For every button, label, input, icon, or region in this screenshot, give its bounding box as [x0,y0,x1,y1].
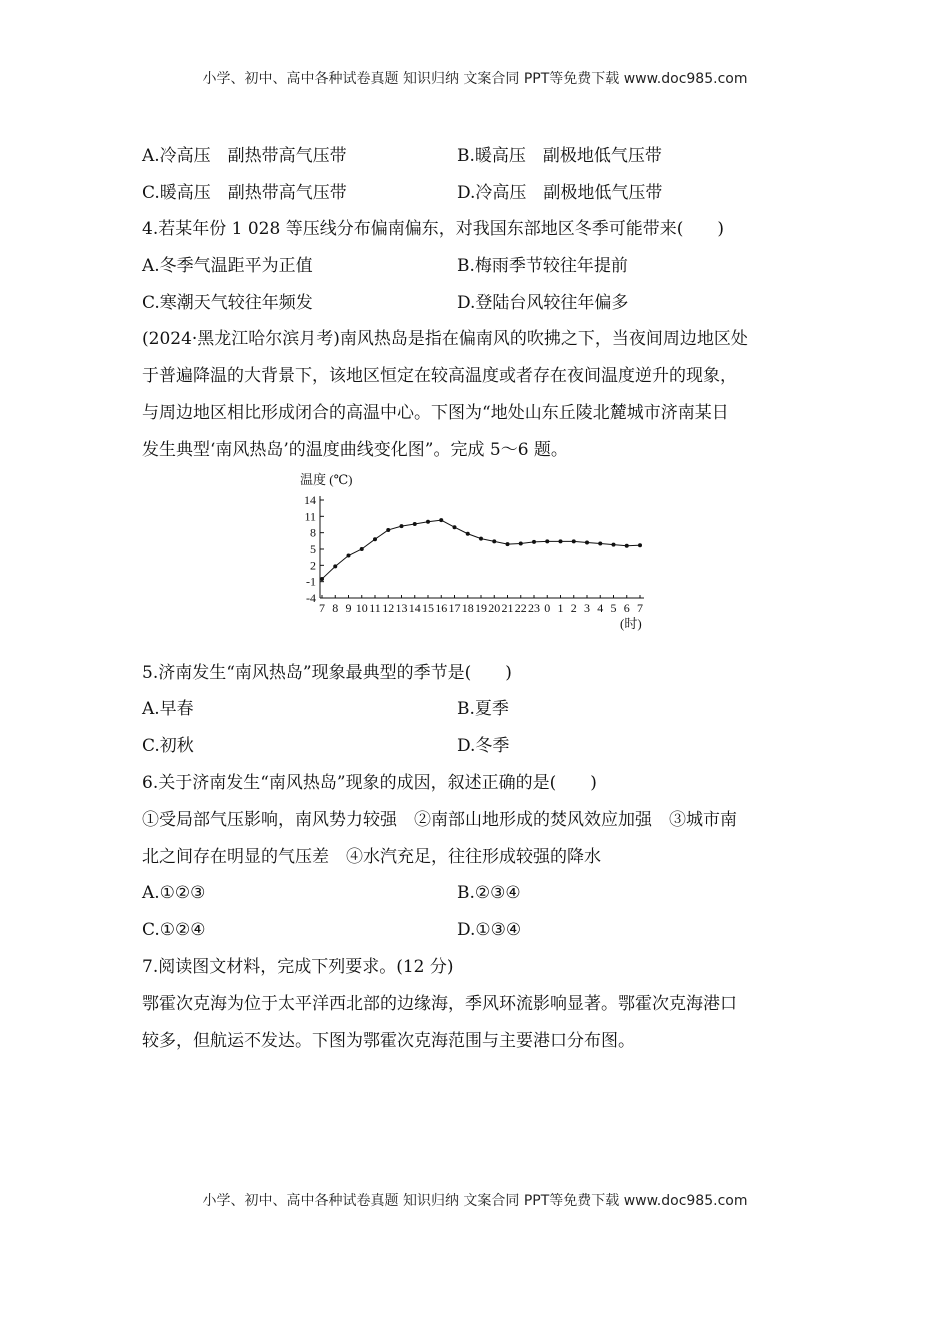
chart-series-line [322,520,640,579]
q7-material-line-1: 鄂霍次克海为位于太平洋西北部的边缘海，季风环流影响显著。鄂霍次克海港口 [142,994,737,1014]
q7-stem: 7.阅读图文材料，完成下列要求。(12 分) [142,957,454,977]
data-point [439,518,443,522]
y-tick-label: -1 [306,574,316,589]
intro-line-1: (2024·黑龙江哈尔滨月考)南风热岛是指在偏南风的吹拂之下，当夜间周边地区处 [142,329,748,349]
q5-option-b: B.夏季 [457,699,509,719]
x-tick-label: 21 [501,601,514,615]
data-point [506,542,510,546]
y-tick-label: -4 [306,591,316,605]
q6-statements-line-1: ①受局部气压影响，南风势力较强 ②南部山地形成的焚风效应加强 ③城市南 [142,810,737,830]
intro-line-3: 与周边地区相比形成闭合的高温中心。下图为“地处山东丘陵北麓城市济南某日 [142,403,729,423]
q7-material-line-2: 较多，但航运不发达。下图为鄂霍次克海范围与主要港口分布图。 [142,1031,635,1051]
data-point [519,542,523,546]
data-point [333,564,337,568]
x-tick-label: 2 [570,601,577,615]
q4-stem: 4.若某年份 1 028 等压线分布偏南偏东，对我国东部地区冬季可能带来( ) [142,219,724,239]
x-tick-label: 4 [597,601,604,615]
intro-line-4: 发生典型‘南风热岛’的温度曲线变化图”。完成 5～6 题。 [142,440,568,460]
x-tick-label: 7 [637,601,643,615]
x-tick-label: 1 [557,601,564,615]
chart-x-label: (时) [620,616,642,631]
y-tick-label: 14 [304,493,316,507]
data-point [413,522,417,526]
q5-stem: 5.济南发生“南风热岛”现象最典型的季节是( ) [142,663,512,683]
x-tick-label: 23 [528,601,540,615]
data-point [612,543,616,547]
q4-option-b: B.梅雨季节较往年提前 [457,256,628,276]
x-tick-label: 3 [584,601,590,615]
q3-option-b: B.暖高压 副极地低气压带 [457,146,662,166]
q3-option-a: A.冷高压 副热带高气压带 [142,146,347,166]
data-point [532,540,536,544]
data-point [373,537,377,541]
data-point [426,520,430,524]
x-tick-label: 12 [382,601,395,615]
q3-option-c: C.暖高压 副热带高气压带 [142,183,347,203]
q5-option-d: D.冬季 [457,736,510,756]
x-tick-label: 0 [544,601,551,615]
intro-line-2: 于普遍降温的大背景下，该地区恒定在较高温度或者存在夜间温度逆升的现象， [142,366,737,386]
x-tick-label: 22 [514,601,527,615]
data-point [347,554,351,558]
data-point [572,539,576,543]
q4-option-d: D.登陆台风较往年偏多 [457,293,629,313]
q6-option-a: A.①②③ [142,883,206,903]
data-point [545,539,549,543]
data-point [638,543,642,547]
x-tick-label: 13 [395,601,408,615]
x-tick-label: 8 [332,601,339,615]
data-point [360,547,364,551]
x-tick-label: 20 [488,601,501,615]
x-tick-label: 18 [461,601,474,615]
q6-statements-line-2: 北之间存在明显的气压差 ④水汽充足，往往形成较强的降水 [142,847,601,867]
y-tick-label: 8 [310,525,316,540]
y-tick-label: 11 [304,509,316,524]
q6-option-b: B.②③④ [457,883,521,903]
data-point [625,544,629,548]
data-point [386,528,390,532]
data-point [598,542,602,546]
x-tick-label: 19 [475,601,487,615]
data-point [466,532,470,536]
x-tick-label: 7 [319,601,325,615]
chart-y-label: 温度 (℃) [300,472,353,487]
temperature-chart [290,470,660,635]
q5-option-c: C.初秋 [142,736,194,756]
data-point [585,540,589,544]
q6-option-d: D.①③④ [457,920,522,940]
x-tick-label: 17 [448,601,461,615]
q4-option-c: C.寒潮天气较往年频发 [142,293,313,313]
y-tick-label: 5 [310,542,316,556]
data-point [400,524,404,528]
q3-option-d: D.冷高压 副极地低气压带 [457,183,663,203]
x-tick-label: 11 [369,601,381,615]
data-point [479,537,483,541]
page-footer: 小学、初中、高中各种试卷真题 知识归纳 文案合同 PPT等免费下载 www.doc985.com [202,1193,748,1209]
x-tick-label: 5 [610,601,617,615]
data-point [559,539,563,543]
x-tick-label: 6 [623,601,630,615]
x-tick-label: 15 [422,601,434,615]
data-point [492,539,496,543]
data-point [453,525,457,529]
x-tick-label: 16 [435,601,448,615]
x-tick-label: 14 [408,601,421,615]
page-header: 小学、初中、高中各种试卷真题 知识归纳 文案合同 PPT等免费下载 www.doc985.com [202,71,748,87]
q6-stem: 6.关于济南发生“南风热岛”现象的成因，叙述正确的是( ) [142,773,597,793]
q6-option-c: C.①②④ [142,920,206,940]
data-point [320,577,324,581]
x-tick-label: 9 [345,601,352,615]
q5-option-a: A.早春 [142,699,194,719]
x-tick-label: 10 [355,601,368,615]
q4-option-a: A.冬季气温距平为正值 [142,256,313,276]
y-tick-label: 2 [310,558,316,573]
